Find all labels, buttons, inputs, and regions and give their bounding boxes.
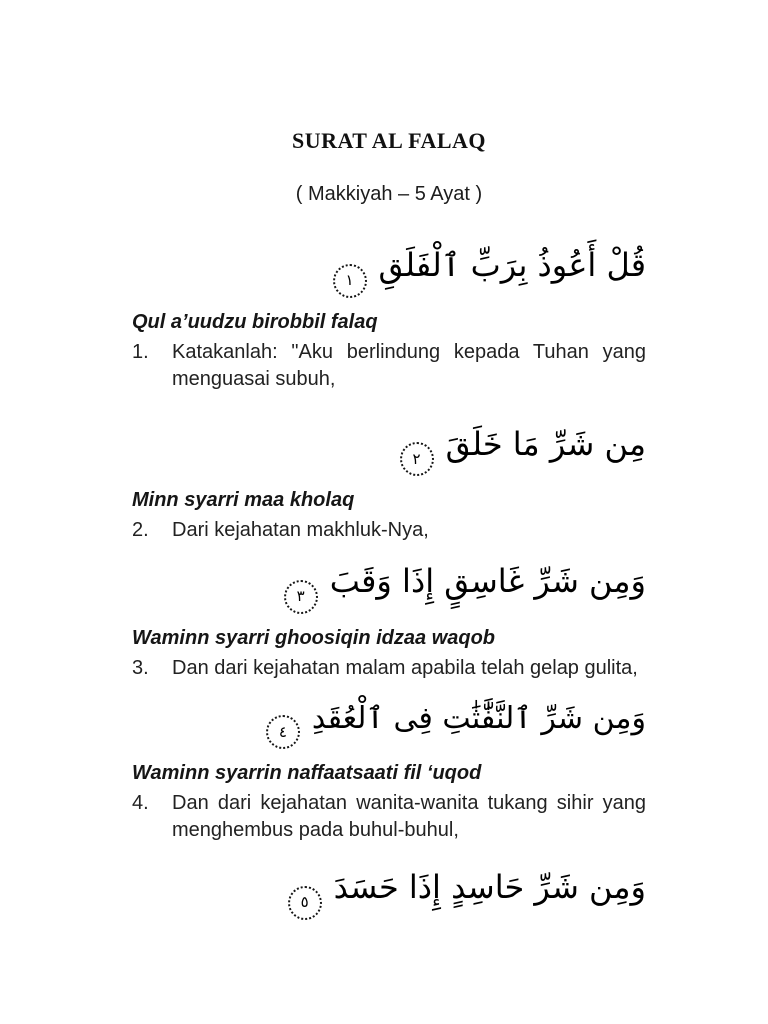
translation-number: 4. — [132, 792, 149, 814]
verse-arabic-line — [132, 415, 646, 477]
translation-number: 2. — [132, 519, 149, 541]
translation-number: 3. — [132, 656, 149, 679]
transliteration: Qul a’uudzu birobbil falaq — [132, 310, 378, 333]
arabic-text: وَمِن شَرِّ غَاسِقٍ إِذَا وَقَبَ — [329, 562, 646, 600]
verse-block-4 — [132, 690, 646, 845]
translation-text: Dan dari kejahatan wanita-wanita tukang sihir yang menghembus pada buhul-buhul, — [172, 792, 646, 841]
transliteration: Waminn syarri ghoosiqin idzaa waqob — [132, 626, 496, 649]
translation-row — [132, 790, 646, 844]
verse-arabic-line — [132, 858, 646, 920]
page-title: SURAT AL FALAQ — [291, 128, 487, 153]
translation-text: Dari kejahatan makhluk-Nya, — [172, 519, 429, 541]
arabic-text: مِن شَرِّ مَا خَلَقَ — [445, 424, 646, 463]
verse-block-3 — [132, 552, 646, 682]
arabic-text: قُلْ أَعُوذُ بِرَبِّ ٱلْفَلَقِ — [378, 246, 646, 284]
translation-number: 1. — [132, 340, 149, 363]
verse-block-1 — [132, 236, 646, 393]
arabic-text: وَمِن شَرِّ حَاسِدٍ إِذَا حَسَدَ — [333, 868, 646, 906]
translation-row — [132, 339, 646, 393]
ayah-end-marker: ٤ — [266, 715, 300, 749]
translation-row — [132, 517, 646, 544]
verse-arabic-line — [132, 690, 646, 750]
transliteration: Minn syarri maa kholaq — [132, 489, 355, 511]
translation-row — [132, 655, 646, 682]
ayah-end-marker: ٢ — [400, 442, 434, 476]
verse-block-2 — [132, 415, 646, 545]
arabic-text: وَمِن شَرِّ ٱلنَّفَّٰثَٰتِ فِى ٱلْعُقَدِ — [311, 700, 646, 736]
transliteration: Waminn syarrin naffaatsaati fil ‘uqod — [132, 762, 482, 784]
translation-text: Katakanlah: "Aku berlindung kepada Tuhan yang menguasai subuh, — [172, 340, 646, 390]
translation-text: Dan dari kejahatan malam apabila telah gelap gulita, — [172, 656, 638, 679]
ayah-end-marker: ١ — [333, 264, 367, 298]
verse-arabic-line — [132, 552, 646, 614]
verse-arabic-line — [132, 236, 646, 298]
page-subtitle: ( Makkiyah – 5 Ayat ) — [295, 183, 483, 205]
ayah-end-marker: ٥ — [288, 886, 322, 920]
ayah-end-marker: ٣ — [284, 580, 318, 614]
verse-block-5 — [132, 858, 646, 920]
